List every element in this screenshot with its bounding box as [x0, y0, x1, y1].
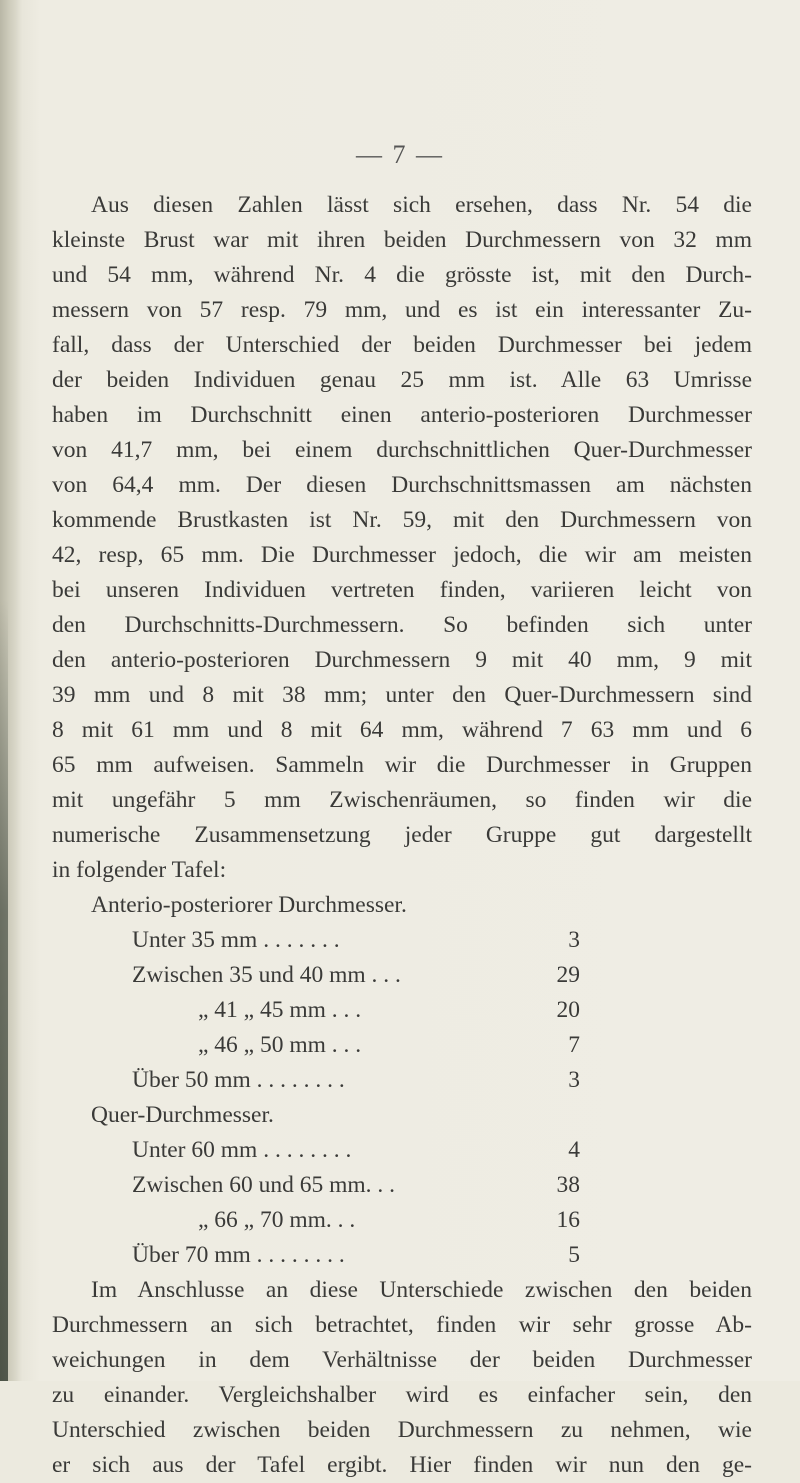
text-line: Im Anschlusse an diese Unterschiede zwischen den beiden — [91, 1277, 752, 1303]
text-line: numerische Zusammensetzung jeder Gruppe gut dargestellt — [52, 822, 752, 848]
table-row-value: 29 — [556, 962, 580, 988]
table-row-label: „ 66 „ 70 mm. . . — [198, 1207, 356, 1233]
table-row-label: Über 50 mm . . . . . . . . — [132, 1067, 345, 1093]
table-row — [52, 1133, 752, 1168]
table-row-label: Zwischen 60 und 65 mm. . . — [132, 1172, 396, 1198]
table-row-value: 38 — [556, 1172, 580, 1198]
text-line: von 64,4 mm. Der diesen Durchschnittsmassen am nächsten — [52, 472, 752, 498]
text-line: 39 mm und 8 mit 38 mm; unter den Quer-Durchmessern sind — [52, 682, 752, 708]
text-line: kleinste Brust war mit ihren beiden Durchmessern von 32 mm — [52, 227, 752, 253]
table-row-label: Unter 60 mm . . . . . . . . — [132, 1137, 352, 1163]
text-line: mit ungefähr 5 mm Zwischenräumen, so finden wir die — [52, 787, 752, 813]
table-row-label: Unter 35 mm . . . . . . . — [132, 927, 340, 953]
text-line: in folgender Tafel: — [52, 857, 227, 883]
text-line: messern von 57 resp. 79 mm, und es ist ein interessanter Zu- — [52, 297, 752, 323]
text-line: 65 mm aufweisen. Sammeln wir die Durchmesser in Gruppen — [52, 752, 752, 778]
table-row-value: 20 — [556, 997, 580, 1023]
text-line: der beiden Individuen genau 25 mm ist. Alle 63 Umrisse — [52, 367, 752, 393]
text-line: Aus diesen Zahlen lässt sich ersehen, dass Nr. 54 die — [91, 192, 752, 218]
text-line: bei unseren Individuen vertreten finden, variieren leicht von — [52, 577, 752, 603]
table-row — [52, 1203, 752, 1238]
table-row-label: „ 41 „ 45 mm . . . — [198, 997, 362, 1023]
page-edge-shadow — [0, 600, 8, 1381]
table-row-value: 5 — [568, 1242, 580, 1268]
table-row — [52, 993, 752, 1028]
table-heading-label: Quer-Durchmesser. — [91, 1102, 274, 1128]
table-row-label: Zwischen 35 und 40 mm . . . — [132, 962, 401, 988]
table-heading-quer — [52, 1098, 752, 1133]
table-row — [52, 1028, 752, 1063]
table-row-value: 4 — [568, 1137, 580, 1163]
text-line: den anterio-posterioren Durchmessern 9 mit 40 mm, 9 mit — [52, 647, 752, 673]
table-row — [52, 1238, 752, 1273]
table-row-value: 3 — [568, 927, 580, 953]
text-line: haben im Durchschnitt einen anterio-posterioren Durchmesser — [52, 402, 752, 428]
table-row — [52, 1168, 752, 1203]
text-line: Unterschied zwischen beiden Durchmessern zu nehmen, wie — [52, 1417, 752, 1443]
text-line: 8 mit 61 mm und 8 mit 64 mm, während 7 63 mm und 6 — [52, 717, 752, 743]
table-row-value: 7 — [568, 1032, 580, 1058]
table-row-label: „ 46 „ 50 mm . . . — [198, 1032, 362, 1058]
text-line: den Durchschnitts-Durchmessern. So befinden sich unter — [52, 612, 752, 638]
text-line: weichungen in dem Verhältnisse der beiden Durchmesser — [52, 1347, 752, 1373]
text-line: von 41,7 mm, bei einem durchschnittlichen Quer-Durchmesser — [52, 437, 752, 463]
text-line: zu einander. Vergleichshalber wird es einfacher sein, den — [52, 1382, 752, 1408]
text-line: 42, resp, 65 mm. Die Durchmesser jedoch, die wir am meisten — [52, 542, 752, 568]
table-row — [52, 1063, 752, 1098]
text-line: kommende Brustkasten ist Nr. 59, mit den Durchmessern von — [52, 507, 752, 533]
table-row — [52, 958, 752, 993]
text-line: fall, dass der Unterschied der beiden Durchmesser bei jedem — [52, 332, 752, 358]
table-row — [52, 923, 752, 958]
table-heading-label: Anterio-posteriorer Durchmesser. — [91, 892, 407, 918]
text-line: er sich aus der Tafel ergibt. Hier finden wir nun den ge- — [52, 1452, 752, 1478]
table-row-value: 16 — [556, 1207, 580, 1233]
table-row-label: Über 70 mm . . . . . . . . — [132, 1242, 345, 1268]
body-text — [52, 188, 752, 1483]
table-heading-ap — [52, 888, 752, 923]
page-number: — 7 — — [356, 140, 444, 169]
text-line: Durchmessern an sich betrachtet, finden wir sehr grosse Ab- — [52, 1312, 752, 1338]
text-line: und 54 mm, während Nr. 4 die grösste ist, mit den Durch- — [52, 262, 752, 288]
table-row-value: 3 — [568, 1067, 580, 1093]
